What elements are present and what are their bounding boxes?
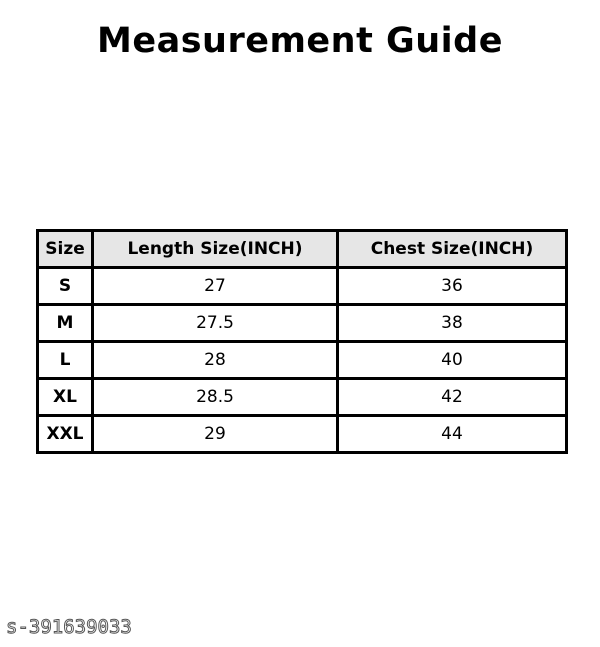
header-length: Length Size(INCH) xyxy=(93,231,338,268)
header-size: Size xyxy=(38,231,93,268)
page-title: Measurement Guide xyxy=(97,21,503,61)
chest-cell: 38 xyxy=(338,305,567,342)
chest-cell: 42 xyxy=(338,379,567,416)
size-cell: L xyxy=(38,342,93,379)
table-header-row xyxy=(38,231,567,268)
length-cell: 27.5 xyxy=(93,305,338,342)
table-row xyxy=(38,268,567,305)
header-chest: Chest Size(INCH) xyxy=(338,231,567,268)
length-cell: 27 xyxy=(93,268,338,305)
table-row xyxy=(38,305,567,342)
size-cell: XL xyxy=(38,379,93,416)
length-cell: 29 xyxy=(93,416,338,453)
size-cell: XXL xyxy=(38,416,93,453)
size-cell: M xyxy=(38,305,93,342)
chest-cell: 44 xyxy=(338,416,567,453)
length-cell: 28.5 xyxy=(93,379,338,416)
watermark-text: s-391639033 xyxy=(6,616,132,638)
size-cell: S xyxy=(38,268,93,305)
measurement-table xyxy=(36,229,568,454)
chest-cell: 40 xyxy=(338,342,567,379)
length-cell: 28 xyxy=(93,342,338,379)
table-row xyxy=(38,342,567,379)
chest-cell: 36 xyxy=(338,268,567,305)
table-row xyxy=(38,416,567,453)
table-row xyxy=(38,379,567,416)
